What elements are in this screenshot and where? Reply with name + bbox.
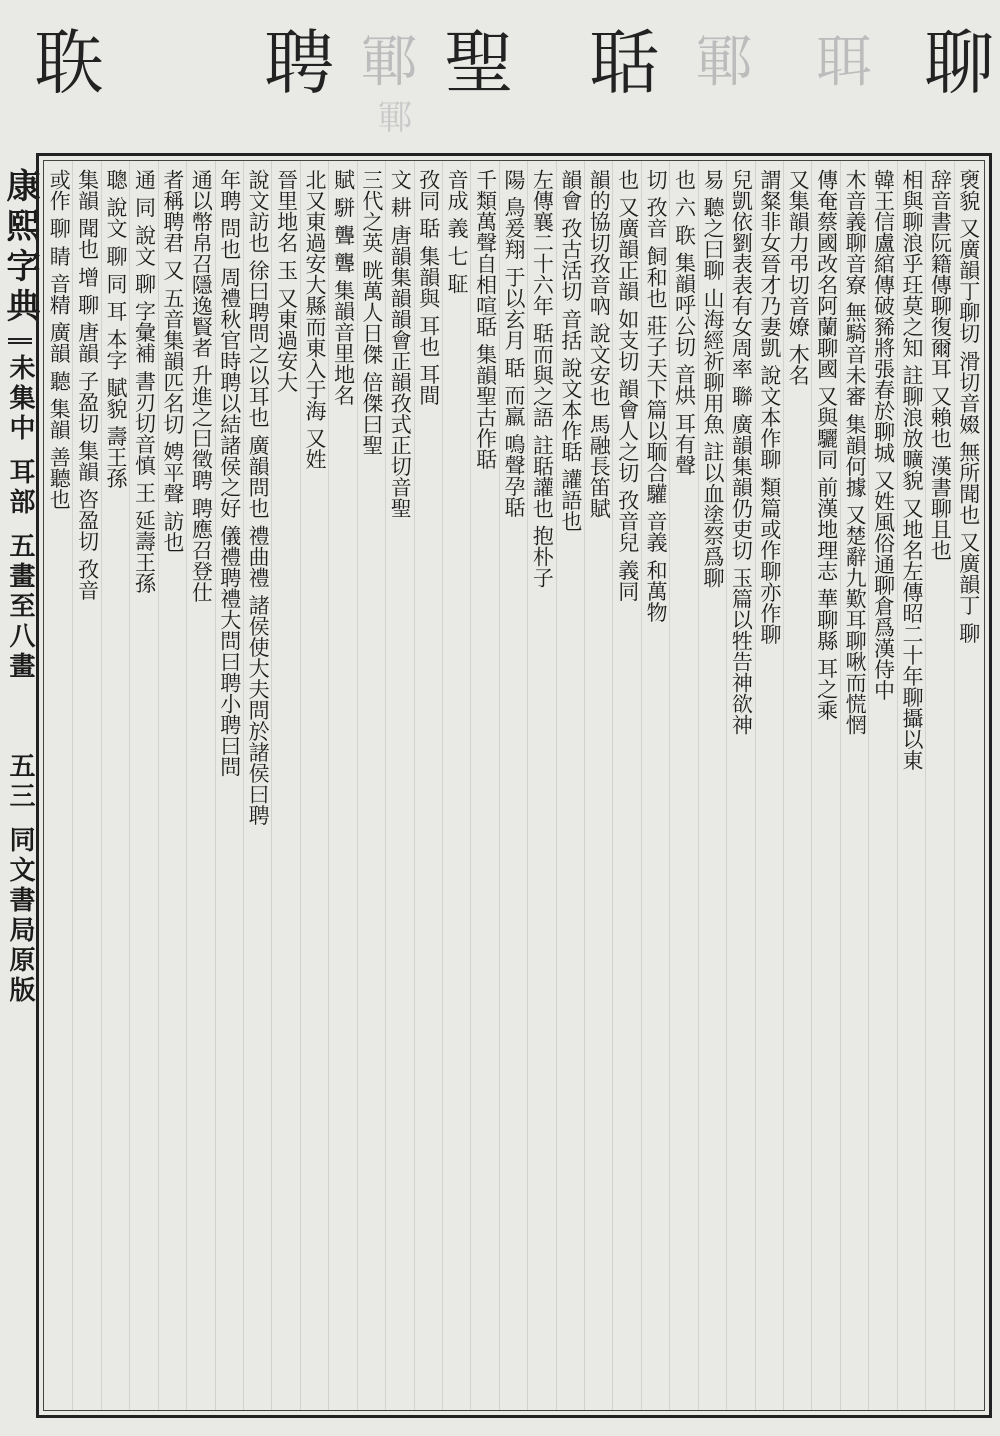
- text-column: 北又東過安大縣而東入于海 又姓: [303, 169, 328, 470]
- column-rule: [584, 161, 585, 1410]
- column-rule: [72, 161, 73, 1410]
- column-rule: [300, 161, 301, 1410]
- column-rule: [328, 161, 329, 1410]
- text-column: 孜同 聒 集韻與 耳也 耳間: [416, 169, 441, 406]
- text-column: 陽 鳥爰翔 于以玄月 聒 而羸 鳴聲孕聒: [502, 169, 526, 518]
- column-rule: [271, 161, 272, 1410]
- column-rule: [414, 161, 415, 1410]
- column-rule: [612, 161, 613, 1410]
- text-column: 褏貌 又廣韻丁聊切 滑切音娺 無所聞也 又廣韻丁 聊: [956, 169, 981, 644]
- text-column: 韻的協切孜音吶 說文安也 馬融長笛賦: [587, 169, 612, 519]
- publisher-label: 同文書局原版: [5, 826, 35, 1006]
- text-column: 韓王信盧綰傳破豨將張春於聊城 又姓風俗通聊倉爲漢侍中: [871, 169, 896, 701]
- seal-character: 聒: [589, 22, 659, 104]
- text-column: 文 耕 唐韻集韻韻會正韻孜式正切音聖: [388, 169, 413, 519]
- text-column: 或作 聊 睛 音精 廣韻 聽 集韻 善聽也: [47, 169, 72, 510]
- column-rule: [811, 161, 812, 1410]
- column-rule: [215, 161, 216, 1410]
- column-rule: [954, 161, 955, 1410]
- column-rule: [442, 161, 443, 1410]
- column-rule: [101, 161, 102, 1410]
- text-column: 韻會 孜古活切 音括 說文本作聒 讙語也: [558, 169, 583, 532]
- seal-character: 聖: [444, 22, 514, 104]
- text-column: 也 六 聅 集韻呼公切 音烘 耳有聲: [672, 169, 697, 476]
- column-rule: [641, 161, 642, 1410]
- column-rule: [385, 161, 386, 1410]
- stroke-range-label: 五畫至八畫: [5, 532, 35, 682]
- text-body: [43, 160, 985, 1411]
- text-column: 通 同 說文 聊 字彙補 書刃切音慎 王 延壽王孫: [132, 169, 157, 594]
- header-seal-row: [20, 10, 994, 145]
- column-rule: [698, 161, 699, 1410]
- column-rule: [186, 161, 187, 1410]
- divider: [8, 338, 32, 344]
- column-rule: [726, 161, 727, 1410]
- column-rule: [840, 161, 841, 1410]
- text-column: 易 聽之曰聊 山海經祈聊用魚 註以血塗祭爲聊: [700, 169, 725, 589]
- seal-character-faint: 鄆: [696, 30, 752, 95]
- text-column: 相與聊浪乎玨莫之知 註聊浪放曠貌 又地名左傳昭二十年聊攝以東: [899, 169, 924, 771]
- column-rule: [868, 161, 869, 1410]
- text-column: 兒凱依劉表表有女周率 聯 廣韻集韻仍吏切 玉篇以牲告神欲神: [729, 169, 754, 736]
- seal-character-faint: 鄆: [361, 30, 417, 95]
- text-column: 也 又廣韻正韻 如支切 韻會人之切 孜音兒 義同: [615, 169, 640, 602]
- text-column: 晉里地名 玉 又東過安大: [274, 169, 299, 393]
- column-rule: [783, 161, 784, 1410]
- text-column: 切 孜音 飼和也 莊子天下篇以聏合驩 音義 和萬物: [644, 169, 669, 623]
- column-rule: [499, 161, 500, 1410]
- column-rule: [556, 161, 557, 1410]
- page-number: 五三: [5, 752, 35, 812]
- column-rule: [755, 161, 756, 1410]
- text-column: 三代之英 晄萬人日傑 倍傑曰聖: [359, 169, 384, 456]
- text-column: 年聘 問也 周禮秋官時聘以結諸侯之好 儀禮聘禮大問曰聘小聘曰問: [217, 169, 242, 778]
- column-rule: [925, 161, 926, 1410]
- text-column: 通以幣帛召隱逸賢者 升進之曰徵聘 聘應召登仕: [189, 169, 214, 603]
- section-label: 耳部: [5, 458, 35, 518]
- text-column: 又集韻力弔切音嫽 木名: [786, 169, 811, 386]
- side-margin-title: [2, 168, 38, 1418]
- text-column: 傳奄蔡國改名阿蘭聊國 又與驪同 前漢地理志 華聊縣 耳之乘: [814, 169, 839, 721]
- text-column: 聰 說文 聊 同 耳 本字 賦貌 壽王孫: [104, 169, 129, 489]
- column-rule: [158, 161, 159, 1410]
- text-column: 謂粲非女晉才乃妻凱 說文本作聊 類篇或作聊亦作聊: [757, 169, 782, 645]
- seal-character: 聅: [34, 22, 104, 104]
- text-column: 賦 駢 聾 聾 集韻音里地名: [331, 169, 356, 406]
- text-column: 千類萬聲自相喧聒 集韻聖古作聒: [473, 169, 498, 470]
- seal-character-faint: 聑: [816, 30, 872, 95]
- column-rule: [527, 161, 528, 1410]
- seal-character: 聊: [924, 22, 994, 104]
- text-column: 說文訪也 徐曰聘問之以耳也 廣韻問也 禮曲禮 諸侯使大夫問於諸侯曰聘: [246, 169, 271, 826]
- seal-character: 聘: [264, 22, 334, 104]
- text-frame: [36, 153, 992, 1418]
- text-column: 者稱聘君 又 五音集韻匹名切 娉平聲 訪也: [160, 169, 185, 553]
- seal-character-faint: 鄆: [378, 98, 412, 138]
- text-column: 音成 義 七 聇: [445, 169, 470, 295]
- book-title: 康熙字典: [0, 168, 40, 328]
- text-column: 辞音書阮籍傳聊復爾耳 又賴也 漢書聊且也: [928, 169, 953, 561]
- column-rule: [243, 161, 244, 1410]
- volume-label: 未集中: [5, 354, 35, 444]
- column-rule: [357, 161, 358, 1410]
- column-rule: [897, 161, 898, 1410]
- text-column: 集韻 聞也 增 聊 唐韻 子盈切 集韻 咨盈切 孜音: [75, 169, 100, 601]
- column-rule: [470, 161, 471, 1410]
- text-column: 木音義聊音寮 無騎音未審 集韻何據 又楚辭九歎耳聊啾而慌惘: [843, 169, 868, 736]
- column-rule: [669, 161, 670, 1410]
- column-rule: [129, 161, 130, 1410]
- text-column: 左傳襄二十六年 聒而與之語 註聒讙也 抱朴子: [530, 169, 555, 589]
